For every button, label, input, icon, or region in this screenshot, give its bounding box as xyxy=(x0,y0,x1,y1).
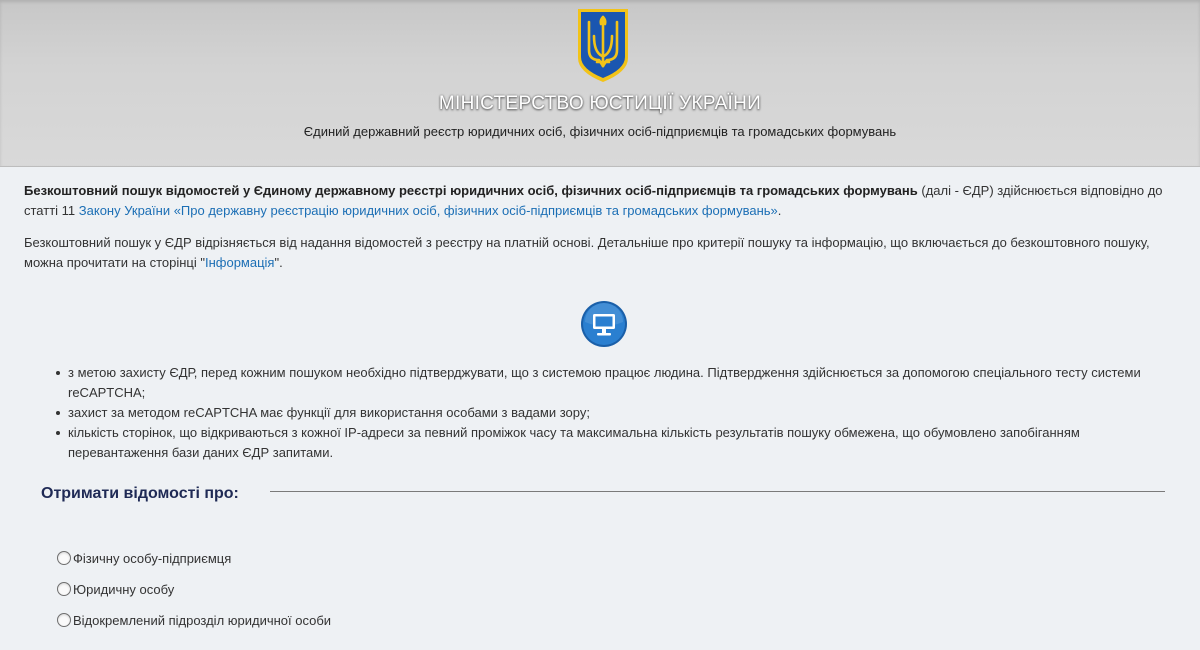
search-section-title: Отримати відомості про: xyxy=(41,485,239,502)
trident-coat-of-arms-icon xyxy=(575,6,631,84)
list-item: з метою захисту ЄДР, перед кожним пошуком необхідно підтверджувати, що з системою працює людина. Підтвердження здійснюється за допомогою спеціального тесту системи reCAPTCHA; xyxy=(52,363,1162,403)
option-separate-subdivision[interactable] xyxy=(57,610,331,630)
registry-subtitle: Єдиний державний реєстр юридичних осіб, фізичних осіб-підприємців та громадських формувань xyxy=(303,124,897,139)
intro-bold-text: Безкоштовний пошук відомостей у Єдиному державному реєстрі юридичних осіб, фізичних осіб-підприємців та громадських формувань xyxy=(24,183,918,198)
law-link[interactable]: Закону України «Про державну реєстрацію юридичних осіб, фізичних осіб-підприємців та громадських формувань» xyxy=(78,203,778,218)
ministry-title: МІНІСТЕРСТВО ЮСТИЦІЇ УКРАЇНИ xyxy=(438,93,762,114)
radio-button[interactable] xyxy=(57,582,71,596)
intro-text: (далі - ЄДР) здійснюється відповідно до статті 11 xyxy=(24,183,1163,218)
free-search-paragraph xyxy=(24,233,1179,273)
section-divider xyxy=(270,491,1165,492)
radio-button[interactable] xyxy=(57,551,71,565)
list-item: захист за методом reCAPTCHA має функції для використання особами з вадами зору; xyxy=(52,403,1162,423)
notes-list xyxy=(52,363,1162,463)
option-label: Фізичну особу-підприємця xyxy=(73,550,232,566)
radio-button[interactable] xyxy=(57,613,71,627)
free-search-end: ". xyxy=(274,255,283,270)
option-label: Юридичну особу xyxy=(73,581,175,597)
intro-paragraph xyxy=(24,181,1179,221)
intro-end: . xyxy=(777,203,782,218)
free-search-text: Безкоштовний пошук у ЄДР відрізняється від надання відомостей з реєстру на платній основі. Детальніше про критерії пошуку та інформацію, що включається до безкоштовного пошуку, можна прочитати на сторінці " xyxy=(24,235,1150,270)
option-label: Відокремлений підрозділ юридичної особи xyxy=(73,612,332,628)
information-link[interactable]: Інформація xyxy=(204,255,275,270)
list-item: кількість сторінок, що відкриваються з кожної IP-адреси за певний проміжок часу та максимальна кількість результатів пошуку обмежена, що обумовлено запобіганням перевантаження бази даних ЄДР запитами. xyxy=(52,423,1162,463)
monitor-icon xyxy=(580,300,628,348)
option-individual-entrepreneur[interactable] xyxy=(57,548,231,568)
site-header xyxy=(0,0,1200,167)
option-legal-entity[interactable] xyxy=(57,579,174,599)
